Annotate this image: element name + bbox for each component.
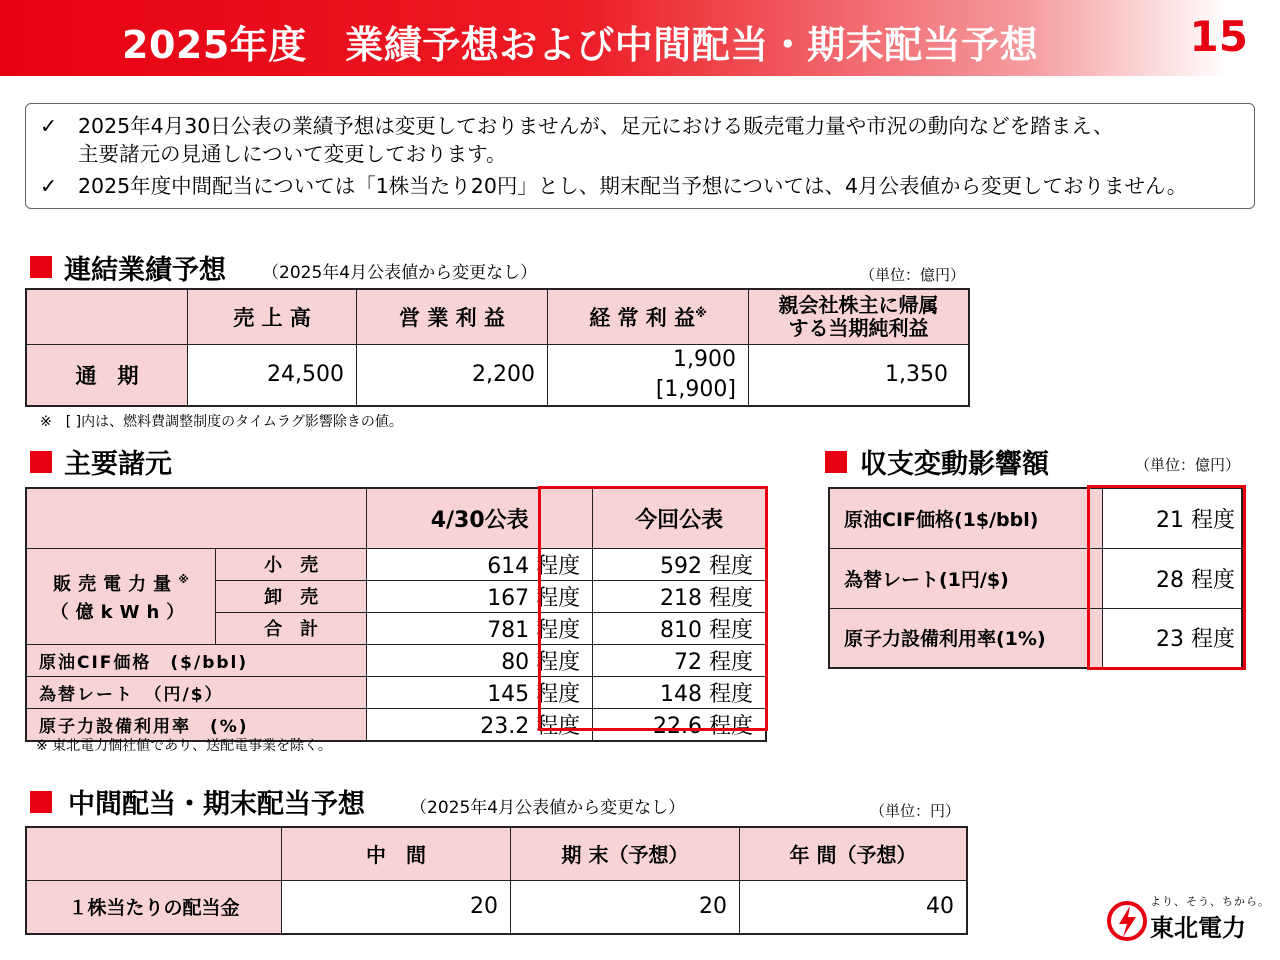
check-icon: ✓ — [40, 114, 58, 138]
value-cell: 592 程度 — [593, 548, 766, 580]
value-cell: 21 程度 — [1103, 488, 1243, 548]
row-label: 為替レート （円/$） — [26, 676, 367, 708]
value-cell: 145 程度 — [367, 676, 593, 708]
value-cell: 810 程度 — [593, 612, 766, 644]
value-cell: 28 程度 — [1103, 548, 1243, 608]
section-marker — [30, 256, 52, 278]
value-cell: 20 — [282, 880, 511, 934]
value-cell: 20 — [511, 880, 740, 934]
assumptions-title: 主要諸元 — [64, 449, 172, 480]
summary-bullet-1 — [40, 112, 1114, 168]
consolidated-table — [25, 288, 970, 407]
dividend-title: 中間配当・期末配当予想 — [68, 789, 365, 820]
row-label: １株当たりの配当金 — [26, 880, 282, 934]
row-label: 為替レート(1円/$) — [829, 548, 1103, 608]
value-cell: 167 程度 — [367, 580, 593, 612]
bullet-text-continuation: 主要諸元の見通しについて変更しております。 — [78, 142, 507, 166]
row-label: 原油CIF価格 ($/bbl) — [26, 644, 367, 676]
value-cell: 2,200 — [357, 344, 548, 406]
consolidated-note: （2025年4月公表値から変更なし） — [262, 263, 538, 283]
row-label: 小 売 — [216, 548, 367, 580]
bullet-text: 2025年4月30日公表の業績予想は変更しておりませんが、足元における販売電力量や市況の動向などを踏まえ、 — [78, 114, 1114, 138]
assumptions-footnote: ※ 東北電力個社値であり、送配電事業を除く。 — [36, 738, 332, 754]
row-label: 卸 売 — [216, 580, 367, 612]
check-icon: ✓ — [40, 174, 58, 198]
logo-name: 東北電力 — [1150, 914, 1246, 942]
sales-volume-label: 販売電力量※ （億kWh） — [26, 548, 216, 644]
col-header: 経 常 利 益※ — [548, 289, 749, 344]
dividend-table — [25, 826, 968, 935]
sensitivity-unit: （単位：億円） — [1135, 456, 1241, 474]
section-marker — [30, 451, 52, 473]
section-marker — [30, 791, 52, 813]
bullet-text: 2025年度中間配当については「1株当たり20円」とし、期末配当予想については、4月公表値から変更しておりません。 — [78, 174, 1188, 198]
row-label: 原油CIF価格(1$/bbl) — [829, 488, 1103, 548]
col-header-now: 今回公表 — [593, 488, 766, 548]
highlight-frame — [1087, 485, 1246, 670]
summary-box — [25, 103, 1255, 209]
row-label: 原子力設備利用率(1%) — [829, 608, 1103, 668]
col-header: 年 間（予想） — [740, 827, 968, 880]
col-header: 営 業 利 益 — [357, 289, 548, 344]
summary-bullet-2 — [40, 172, 1187, 200]
sensitivity-title: 収支変動影響額 — [860, 449, 1049, 480]
consolidated-unit: （単位：億円） — [860, 266, 966, 284]
col-header: 売 上 高 — [188, 289, 357, 344]
value-cell: 24,500 — [188, 344, 357, 406]
col-header: 親会社株主に帰属 する当期純利益 — [749, 289, 970, 344]
row-label: 原子力設備利用率 (%) — [26, 708, 367, 741]
value-cell: 614 程度 — [367, 548, 593, 580]
section-marker — [825, 451, 847, 473]
value-cell: 1,900 [1,900] — [548, 344, 749, 406]
company-logo-icon — [1106, 900, 1148, 942]
value-cell: 23.2 程度 — [367, 708, 593, 741]
col-header: 中 間 — [282, 827, 511, 880]
value-cell: 72 程度 — [593, 644, 766, 676]
highlight-frame — [538, 486, 768, 731]
consolidated-title: 連結業績予想 — [64, 255, 226, 286]
corner-cell — [26, 289, 188, 344]
col-header-prev: 4/30公表 — [367, 488, 593, 548]
corner-cell — [26, 827, 282, 880]
value-cell: 23 程度 — [1103, 608, 1243, 668]
value-cell: 80 程度 — [367, 644, 593, 676]
dividend-note: （2025年4月公表値から変更なし） — [410, 798, 686, 818]
dividend-unit: （単位：円） — [870, 802, 961, 820]
value-cell: 781 程度 — [367, 612, 593, 644]
page-title: 2025年度 業績予想および中間配当・期末配当予想 — [122, 23, 1039, 67]
page-number: 15 — [1189, 12, 1248, 61]
col-header: 期 末（予想） — [511, 827, 740, 880]
corner-cell — [26, 488, 367, 548]
value-cell: 22.6 程度 — [593, 708, 766, 741]
value-cell: 218 程度 — [593, 580, 766, 612]
value-cell: 148 程度 — [593, 676, 766, 708]
row-label: 合 計 — [216, 612, 367, 644]
logo-tagline: より、そう、ちから。 — [1150, 895, 1270, 908]
row-label: 通 期 — [26, 344, 188, 406]
value-cell: 1,350 — [749, 344, 970, 406]
value-cell: 40 — [740, 880, 968, 934]
consolidated-footnote: ※ [ ]内は、燃料費調整制度のタイムラグ影響除きの値。 — [40, 414, 403, 430]
